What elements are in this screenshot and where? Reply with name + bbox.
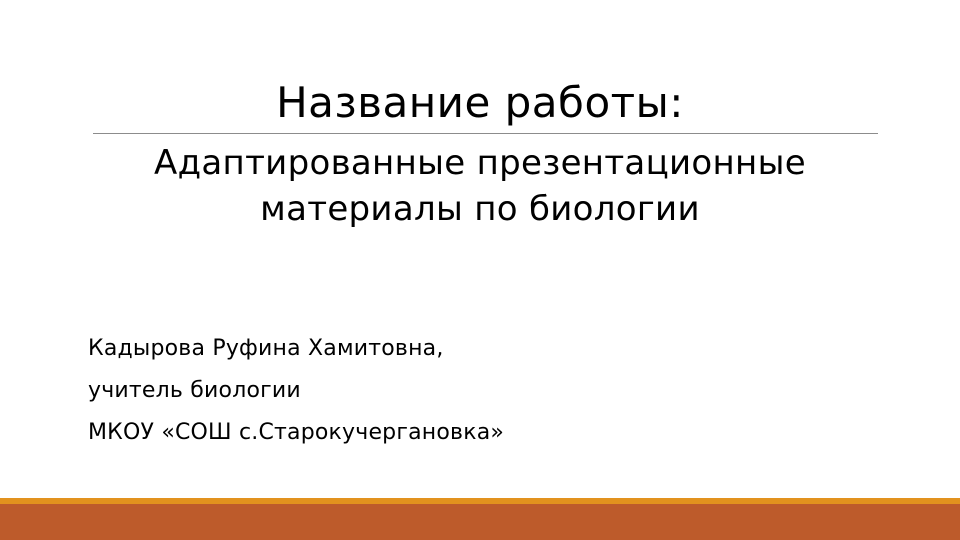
slide-subtitle-line-1: Адаптированные презентационные — [154, 143, 806, 183]
slide-title: Название работы: — [276, 78, 684, 127]
author-block — [88, 328, 504, 454]
title-block — [0, 78, 960, 128]
bottom-accent-rust-bar — [0, 504, 960, 540]
slide-subtitle-line-2: материалы по биологии — [260, 189, 700, 229]
author-role: учитель биологии — [88, 378, 301, 403]
author-name: Кадырова Руфина Хамитовна, — [88, 336, 444, 361]
author-school: МКОУ «СОШ с.Старокучергановка» — [88, 420, 505, 445]
subtitle-block — [0, 140, 960, 232]
title-divider-line — [93, 133, 878, 134]
